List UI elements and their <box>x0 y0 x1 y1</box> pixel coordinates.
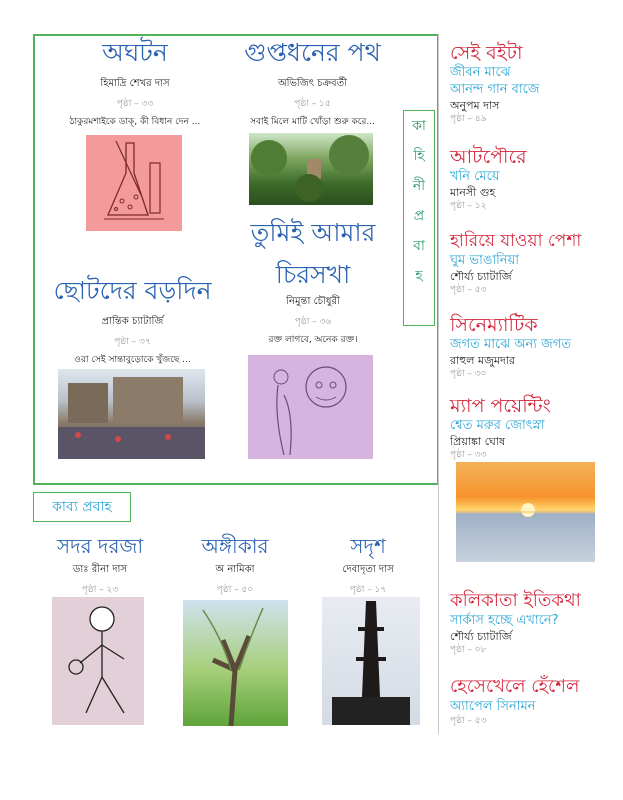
poem-page: পৃষ্ঠা – ৫০ <box>216 585 254 595</box>
poem-sodrisho[interactable] <box>318 534 418 597</box>
poem-sodor-dorja[interactable] <box>50 534 150 597</box>
story-excerpt: ঠাকুরমশাইকে ডাক্‌, কী বিধান দেন ... <box>69 117 201 127</box>
feature-title: ম্যাপ পয়েন্টিং <box>450 395 551 417</box>
sketch-illustration <box>248 355 373 459</box>
crowd-photo <box>58 369 205 459</box>
story-oghoton[interactable] <box>60 38 210 129</box>
story-page: পৃষ্ঠা – ১৫ <box>294 99 331 109</box>
story-author: হিমাদ্রি শেখর দাস <box>100 78 170 89</box>
poem-author: ডাঃ রীনা দাস <box>73 564 127 575</box>
story-page: পৃষ্ঠা – ৩৬ <box>294 317 332 327</box>
feature-page: পৃষ্ঠা – ৫৩ <box>450 285 487 295</box>
feature-subtitle: সার্কাস হচ্ছে এখানে? <box>450 613 559 628</box>
kahini-section-label <box>403 110 435 326</box>
story-author: নিমুন্তা চৌধুরী <box>286 296 340 307</box>
feature-author: অনুপম দাস <box>450 99 500 112</box>
poem-title: সদৃশ <box>350 534 386 558</box>
feature-page: পৃষ্ঠা – ৪৯ <box>450 114 487 124</box>
label-char: প্র <box>413 208 425 224</box>
feature-title: হেসেখেলে হেঁশেল <box>450 676 580 697</box>
feature-subtitle: অ্যাপেল সিনামন <box>450 699 536 714</box>
feature-title: সিনেম্যাটিক <box>450 314 538 336</box>
story-author: প্রান্তিক চ্যাটার্জি <box>101 316 164 327</box>
story-title-line1: তুমিই আমার <box>250 218 376 247</box>
feature-page: পৃষ্ঠা – ৩৩ <box>450 450 487 460</box>
poem-page: পৃষ্ঠা – ১৭ <box>349 585 387 595</box>
feature-subtitle: জীবন মাঝে <box>450 65 511 80</box>
forest-temple-photo <box>249 133 373 205</box>
desert-sunset-photo <box>456 462 595 562</box>
story-chotoder-borodin[interactable] <box>40 276 225 367</box>
label-char: হ <box>415 268 423 284</box>
feature-author: রাহুল মজুমদার <box>450 354 516 367</box>
story-title: অঘটন <box>102 38 168 67</box>
feature-title: কলিকাতা ইতিকথা <box>450 590 581 611</box>
story-excerpt: রক্ত লাগবে, অনেক রক্ত। <box>268 335 358 345</box>
poem-ongikar[interactable] <box>185 534 285 597</box>
minaret-silhouette-photo <box>322 597 420 725</box>
feature-title: আটপৌরে <box>450 146 527 168</box>
label-char: বা <box>413 238 425 254</box>
story-excerpt: ওরা সেই সান্তাবুড়োকে খুঁজছে ... <box>74 355 191 365</box>
feature-map-pointing[interactable] <box>450 395 620 461</box>
feature-sei-boita[interactable] <box>450 42 620 125</box>
story-excerpt: সবাই মিলে মাটি খোঁড়া শুরু করে... <box>250 117 375 127</box>
label-char: কা <box>412 118 426 134</box>
lab-flask-illustration <box>86 135 182 231</box>
feature-page: পৃষ্ঠা – ১২ <box>450 201 487 211</box>
story-title: ছোটদের বড়দিন <box>53 276 212 305</box>
feature-subtitle: শ্বেত মরুর জোৎস্না <box>450 418 545 433</box>
column-divider <box>438 34 439 734</box>
feature-title: সেই বইটা <box>450 42 523 64</box>
poem-page: পৃষ্ঠা – ২৩ <box>81 585 119 595</box>
story-page: পৃষ্ঠা – ৩৭ <box>114 337 151 347</box>
feature-page: পৃষ্ঠা – ৫৩ <box>450 716 487 726</box>
story-page: পৃষ্ঠা – ৩৩ <box>116 99 154 109</box>
feature-kolikata-itikotha[interactable] <box>450 590 620 656</box>
story-author: অভিজিৎ চক্রবর্তী <box>278 78 347 89</box>
poem-author: দেবাদৃতা দাস <box>342 564 394 575</box>
tree-photo <box>183 600 288 726</box>
feature-author: শৌর্য্য চ্যাটার্জি <box>450 270 512 283</box>
feature-author: প্রিয়াঙ্কা ঘোষ <box>450 435 506 448</box>
story-title-line2: চিরসখা <box>275 260 351 289</box>
feature-page: পৃষ্ঠা – ৩০ <box>450 369 487 379</box>
feature-subtitle: ঘুম ভাঙানিয়া <box>450 253 520 268</box>
feature-subtitle: আনন্দ গান বাজে <box>450 82 540 97</box>
kavya-section-label <box>33 492 131 522</box>
feature-subtitle: খনি মেয়ে <box>450 169 500 184</box>
label-char: হি <box>413 148 425 164</box>
feature-page: পৃষ্ঠা – ০৮ <box>450 645 487 655</box>
feature-hariye-jaowa-pesha[interactable] <box>450 230 622 296</box>
poem-title: অঙ্গীকার <box>201 534 269 558</box>
story-guptodhon[interactable] <box>230 38 395 129</box>
kavya-label-text: কাব্য প্রবাহ <box>52 499 112 515</box>
feature-author: মানসী গুহ <box>450 186 496 199</box>
label-char: নী <box>412 178 426 194</box>
stick-figure-illustration <box>52 597 144 725</box>
feature-title: হারিয়ে যাওয়া পেশা <box>450 231 582 251</box>
feature-subtitle: জগত মাঝে অন্য জগত <box>450 337 572 352</box>
poem-title: সদর দরজা <box>56 534 144 558</box>
feature-cinematic[interactable] <box>450 314 620 380</box>
story-title: গুপ্তধনের পথ <box>244 38 381 67</box>
feature-atpoure[interactable] <box>450 146 620 212</box>
story-tumii-amar-chirosokha[interactable] <box>228 218 398 347</box>
poem-author: অ নামিকা <box>215 564 255 575</box>
feature-author: শৌর্য্য চ্যাটার্জি <box>450 630 512 643</box>
feature-heshekhele-heshel[interactable] <box>450 676 620 727</box>
